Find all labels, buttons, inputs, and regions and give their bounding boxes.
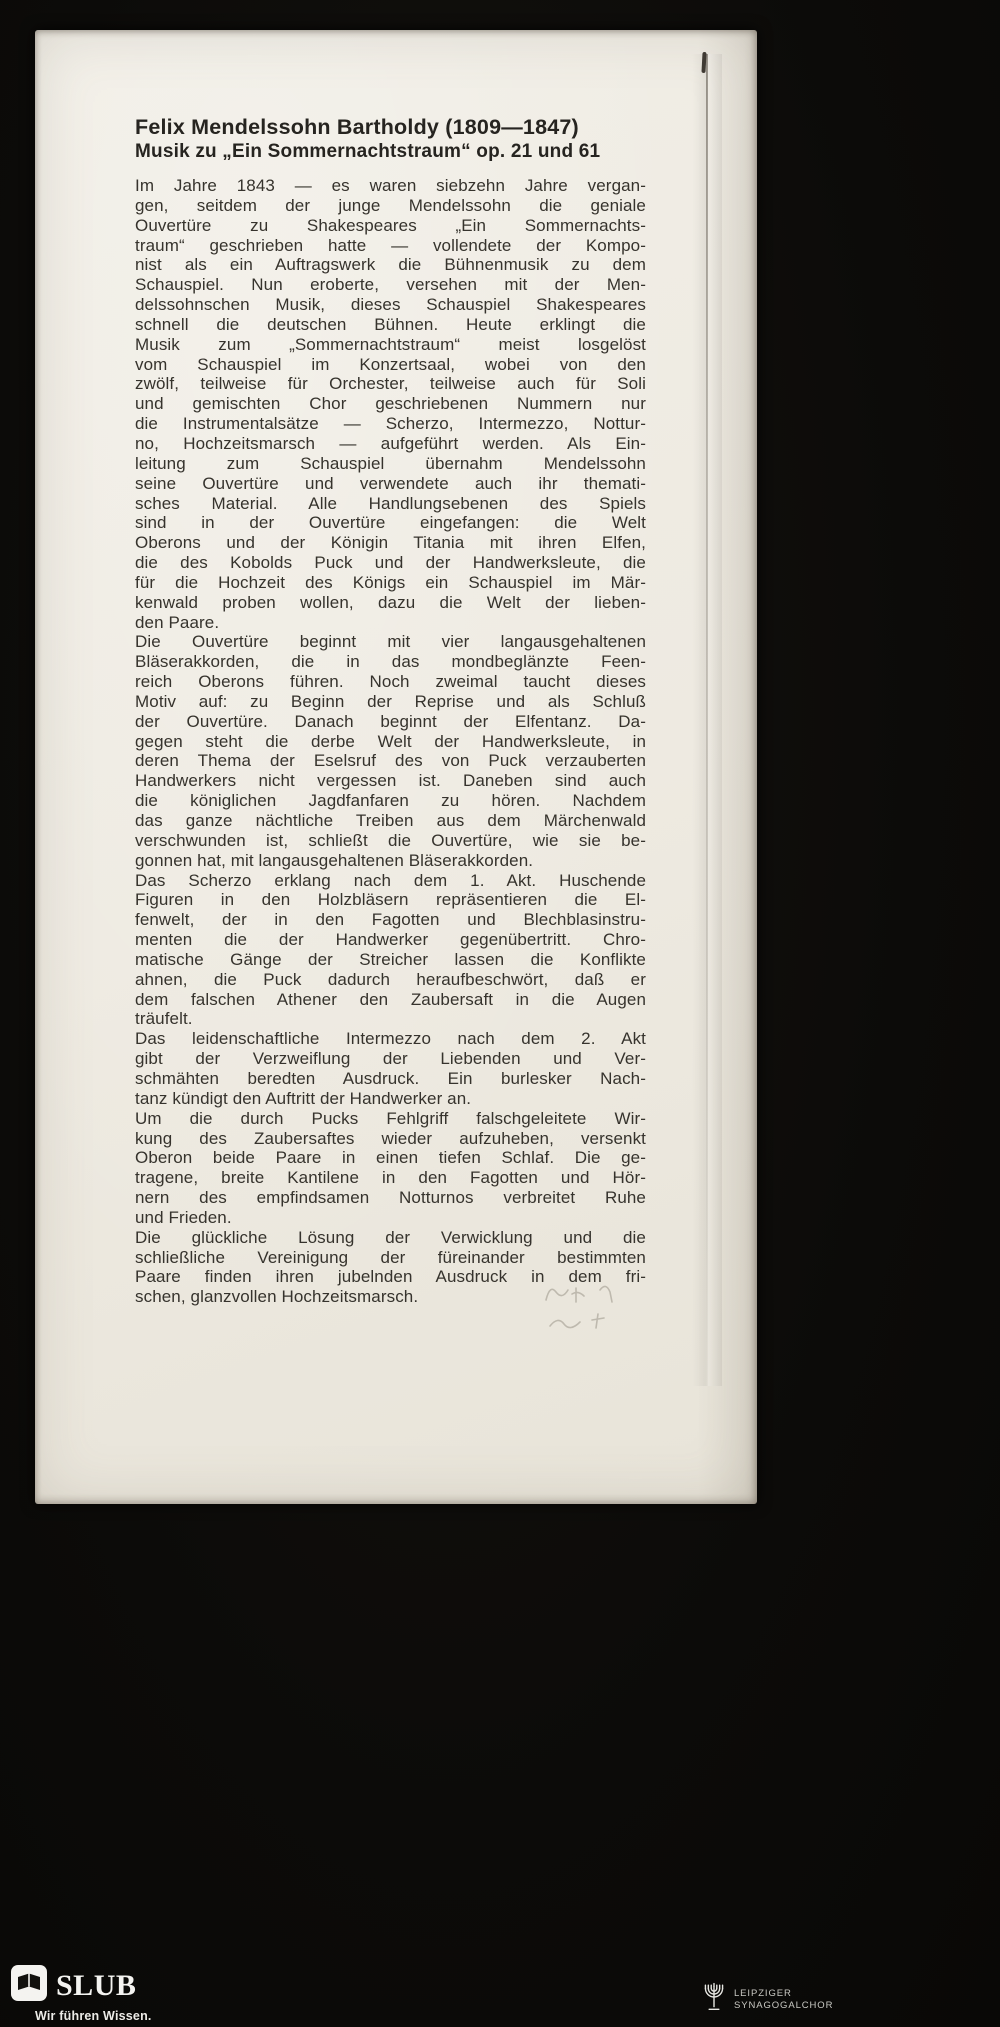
text-line: schließliche Vereinigung der füreinander bestimmten: [135, 1247, 646, 1267]
text-line: Die Ouvertüre beginnt mit vier langausgehaltenen: [135, 632, 646, 652]
text-line: nern des empfindsamen Notturnos verbreitet Ruhe: [135, 1188, 646, 1208]
text-line: Oberons und der Königin Titania mit ihren Elfen,: [135, 533, 646, 553]
paragraph: [135, 871, 646, 1030]
text-line: der Ouvertüre. Danach beginnt der Elfentanz. Da-: [135, 711, 646, 731]
paragraph: [135, 1109, 646, 1228]
page-content: [135, 114, 646, 1307]
text-line: deren Thema der Eselsruf des von Puck verzauberten: [135, 751, 646, 771]
text-line: tanz kündigt den Auftritt der Handwerker an.: [135, 1088, 472, 1108]
choir-name-line1: LEIPZIGER: [734, 1987, 792, 1999]
slub-book-icon: [10, 1964, 48, 2007]
text-line: verschwunden ist, schließt die Ouvertüre, wie sie be-: [135, 830, 646, 850]
text-line: matische Gänge der Streicher lassen die Konflikte: [135, 949, 646, 969]
text-line: das ganze nächtliche Treiben aus dem Märchenwald: [135, 811, 646, 830]
text-line: seine Ouvertüre und verwendete auch ihr themati-: [135, 473, 646, 493]
text-line: die Instrumentalsätze — Scherzo, Intermezzo, Nottur-: [135, 414, 646, 434]
slub-logo: [10, 1964, 152, 2023]
text-line: Paare finden ihren jubelnden Ausdruck in dem fri-: [135, 1267, 646, 1287]
text-line: zwölf, teilweise für Orchester, teilweise auch für Soli: [135, 374, 646, 394]
text-line: delssohnschen Musik, dieses Schauspiel Shakespeares: [135, 295, 646, 315]
text-line: nist als ein Auftragswerk die Bühnenmusik zu dem: [135, 255, 646, 275]
paragraph: [135, 1029, 646, 1108]
text-line: sind in der Ouvertüre eingefangen: die Welt: [135, 513, 646, 533]
text-line: ahnen, die Puck dadurch heraufbeschwört, daß er: [135, 969, 646, 989]
choir-name-line2: SYNAGOGALCHOR: [734, 1999, 834, 2011]
text-line: die des Kobolds Puck und der Handwerksleute, die: [135, 553, 646, 573]
paragraph: [135, 632, 646, 870]
text-line: kenwald proben wollen, dazu die Welt der lieben-: [135, 592, 646, 612]
text-line: träufelt.: [135, 1009, 193, 1029]
text-line: Das Scherzo erklang nach dem 1. Akt. Huschende: [135, 870, 646, 890]
text-line: Figuren in den Holzbläsern repräsentieren die El-: [135, 890, 646, 910]
library-tagline: Wir führen Wissen.: [35, 2009, 152, 2023]
text-line: sches Material. Alle Handlungsebenen des Spiels: [135, 493, 646, 513]
text-line: und Frieden.: [135, 1207, 232, 1227]
text-line: Um die durch Pucks Fehlgriff falschgeleitete Wir-: [135, 1108, 646, 1128]
document-subtitle: Musik zu „Ein Sommernachtstraum“ op. 21 und 61: [135, 141, 601, 162]
text-line: den Paare.: [135, 612, 220, 632]
text-line: Das leidenschaftliche Intermezzo nach dem 2. Akt: [135, 1029, 646, 1049]
text-line: fenwelt, der in den Fagotten und Blechblasinstru-: [135, 910, 646, 930]
text-line: Oberon beide Paare in einen tiefen Schlaf. Die ge-: [135, 1148, 646, 1168]
text-line: und gemischten Chor geschriebenen Nummern nur: [135, 394, 646, 414]
text-line: Schauspiel. Nun eroberte, versehen mit der Men-: [135, 275, 646, 295]
text-line: Handwerkers nicht vergessen ist. Daneben sind auch: [135, 771, 646, 791]
text-line: schen, glanzvollen Hochzeitsmarsch.: [135, 1287, 419, 1307]
text-line: Bläserakkorden, die in das mondbeglänzte Feen-: [135, 652, 646, 672]
text-line: Im Jahre 1843 — es waren siebzehn Jahre vergan-: [135, 176, 646, 195]
text-line: die königlichen Jagdfanfaren zu hören. Nachdem: [135, 791, 646, 811]
text-line: für die Hochzeit des Königs ein Schauspiel im Mär-: [135, 572, 646, 592]
document-title: Felix Mendelssohn Bartholdy (1809—1847): [135, 115, 579, 139]
program-notes: [135, 176, 646, 1307]
text-line: menten die der Handwerker gegenübertritt. Chro-: [135, 930, 646, 950]
menorah-icon: [701, 1982, 727, 2017]
text-line: leitung zum Schauspiel übernahm Mendelssohn: [135, 453, 646, 473]
text-line: gen, seitdem der junge Mendelssohn die geniale: [135, 195, 646, 215]
text-line: schmähten beredten Ausdruck. Ein burlesker Nach-: [135, 1068, 646, 1088]
text-line: Motiv auf: zu Beginn der Reprise und als Schluß: [135, 691, 646, 711]
text-line: tragene, breite Kantilene in den Fagotten und Hör-: [135, 1168, 646, 1188]
text-line: no, Hochzeitsmarsch — aufgeführt werden. Als Ein-: [135, 433, 646, 453]
text-line: reich Oberons führen. Noch zweimal taucht dieses: [135, 672, 646, 692]
library-name: SLUB: [56, 1968, 137, 2002]
pencil-annotation: [540, 1278, 670, 1348]
text-line: dem falschen Athener den Zaubersaft in die Augen: [135, 989, 646, 1009]
watermark-footer: [0, 1957, 1000, 2027]
text-line: vom Schauspiel im Konzertsaal, wobei von den: [135, 354, 646, 374]
text-line: Musik zum „Sommernachtstraum“ meist losgelöst: [135, 334, 646, 354]
fold-crease: [706, 54, 708, 1386]
text-line: gegen steht die derbe Welt der Handwerksleute, in: [135, 731, 646, 751]
text-line: gibt der Verzweiflung der Liebenden und Ver-: [135, 1049, 646, 1069]
text-line: kung des Zaubersaftes wieder aufzuheben, versenkt: [135, 1128, 646, 1148]
text-line: schnell die deutschen Bühnen. Heute erklingt die: [135, 314, 646, 334]
program-page: [35, 30, 757, 1504]
synagogalchor-logo: [701, 1982, 833, 2017]
paragraph: [135, 176, 646, 632]
text-line: Ouvertüre zu Shakespeares „Ein Sommernachts-: [135, 215, 646, 235]
text-line: Die glückliche Lösung der Verwicklung und die: [135, 1227, 646, 1247]
text-line: gonnen hat, mit langausgehaltenen Bläserakkorden.: [135, 850, 534, 870]
text-line: traum“ geschrieben hatte — vollendete der Kompo-: [135, 235, 646, 255]
